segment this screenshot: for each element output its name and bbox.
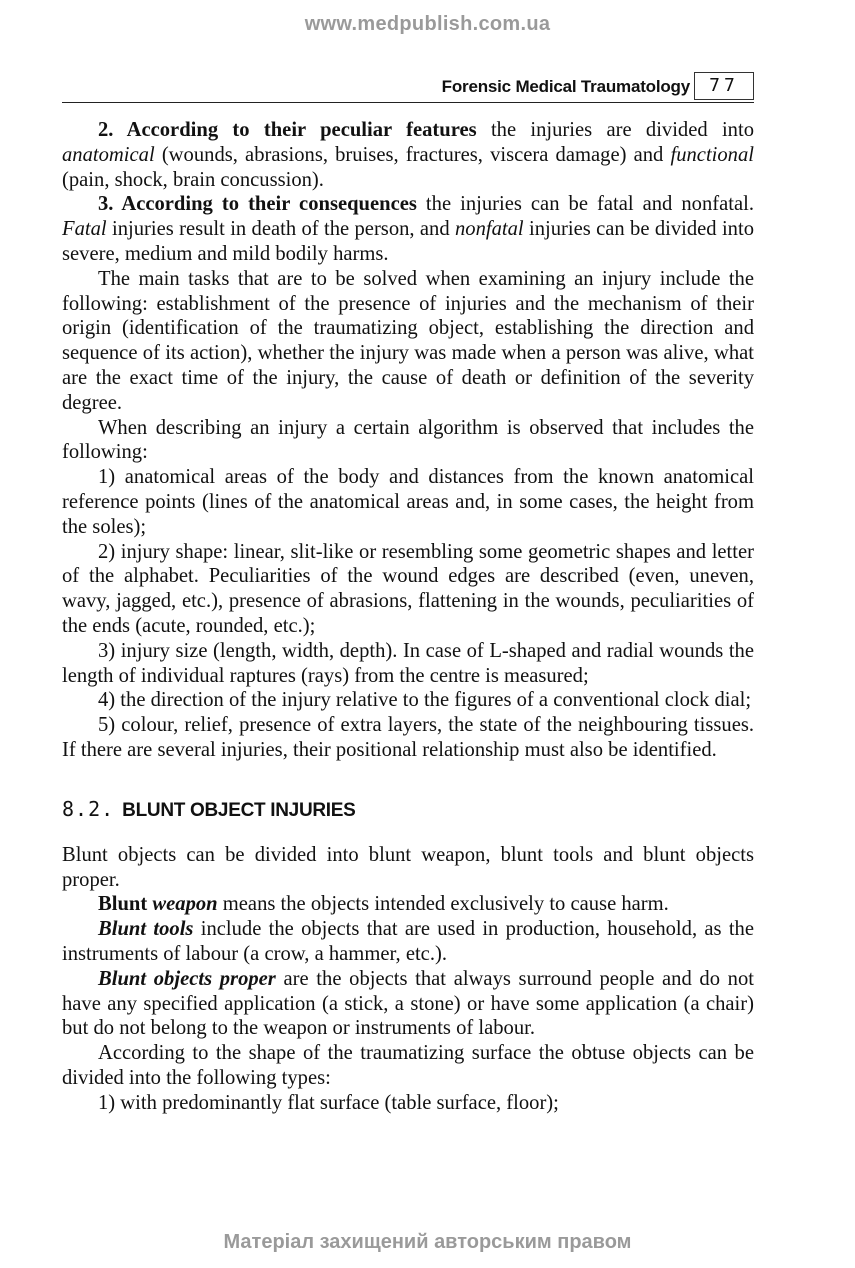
italic-term: Fatal — [62, 218, 107, 241]
paragraph-surface-shape: According to the shape of the traumatizing surface the obtuse objects can be divided into the following types: — [62, 1042, 754, 1089]
page-content — [62, 118, 754, 1115]
running-title: Forensic Medical Traumatology — [441, 77, 690, 96]
bold-italic-term: Blunt tools — [98, 918, 194, 941]
list-item: 2) injury shape: linear, slit-like or resembling some geometric shapes and letter of the alphabet. Peculiarities of the wound edges are described (even, uneven, wavy, jagged, etc.), presence of abrasions, flattening in the wounds, peculiarities of the ends (acute, rounded, etc.); — [62, 540, 754, 637]
bold-lead: 2. According to their peculiar features — [98, 119, 477, 141]
bold-term: Blunt — [98, 893, 148, 916]
text-span: (wounds, abrasions, bruises, fractures, viscera damage) and — [154, 143, 671, 166]
paragraph-blunt-tools — [62, 917, 754, 967]
section-title: BLUNT OBJECT INJURIES — [122, 799, 356, 821]
section-heading — [62, 797, 754, 823]
italic-term: functional — [670, 143, 754, 166]
text-span: injuries can be divided into severe, medium and mild bodily harms. — [62, 218, 754, 265]
text-span: are the objects that always surround people and do not have any specified application (a stick, a stone) or have some application (a chair) but do not belong to the weapon or instruments of labour. — [62, 967, 754, 1040]
bold-italic-term: weapon — [152, 893, 218, 916]
text-span: (pain, shock, brain concussion). — [62, 168, 324, 191]
bold-italic-term: Blunt objects proper — [98, 967, 276, 990]
list-item: 1) with predominantly flat surface (table surface, floor); — [98, 1091, 559, 1114]
bold-lead: 3. According to their consequences — [98, 193, 417, 216]
watermark-top: www.medpublish.com.ua — [304, 13, 551, 35]
text-span: the injuries are divided into — [476, 119, 755, 141]
paragraph-algorithm: When describing an injury a certain algorithm is observed that includes the following: — [62, 416, 754, 464]
italic-term: nonfatal — [455, 218, 524, 241]
paragraph-blunt-weapon — [62, 892, 754, 917]
watermark-bottom: Матеріал захищений авторським правом — [223, 1231, 632, 1253]
italic-term: anatomical — [62, 143, 155, 166]
section-number: 8.2. — [62, 796, 115, 821]
list-item: 4) the direction of the injury relative to the figures of a conventional clock dial; — [98, 689, 752, 712]
text-span: injuries result in death of the person, and — [106, 218, 455, 241]
running-head — [62, 72, 754, 103]
list-item: 1) anatomical areas of the body and distances from the known anatomical reference points (lines of the anatomical areas and, in some cases, the height from the soles); — [62, 466, 754, 538]
text-span: the injuries can be fatal and nonfatal. — [416, 193, 754, 216]
list-item: 3) injury size (length, width, depth). In case of L-shaped and radial wounds the length of individual raptures (rays) from the centre is measured; — [62, 639, 754, 687]
text-span: include the objects that are used in production, household, as the instruments of labour (a crow, a hammer, etc.). — [62, 918, 754, 965]
paragraph-classification-features — [62, 118, 754, 192]
paragraph-blunt-objects-proper — [62, 967, 754, 1041]
text-span: means the objects intended exclusively to cause harm. — [217, 893, 669, 916]
list-item: 5) colour, relief, presence of extra layers, the state of the neighbouring tissues. If there are several injuries, their positional relationship must also be identified. — [62, 714, 754, 761]
paragraph-classification-consequences — [62, 192, 754, 266]
paragraph-main-tasks: The main tasks that are to be solved when examining an injury include the following: establishment of the presence of injuries and the mechanism of their origin (identification of the traumatizing object, establishing the direction and sequence of its action), whether the injury was made when a person was alive, what are the exact time of the injury, the cause of death or definition of the severity degree. — [62, 267, 754, 414]
page-number: 77 — [694, 72, 754, 100]
paragraph-blunt-intro: Blunt objects can be divided into blunt weapon, blunt tools and blunt objects proper. — [62, 843, 754, 891]
